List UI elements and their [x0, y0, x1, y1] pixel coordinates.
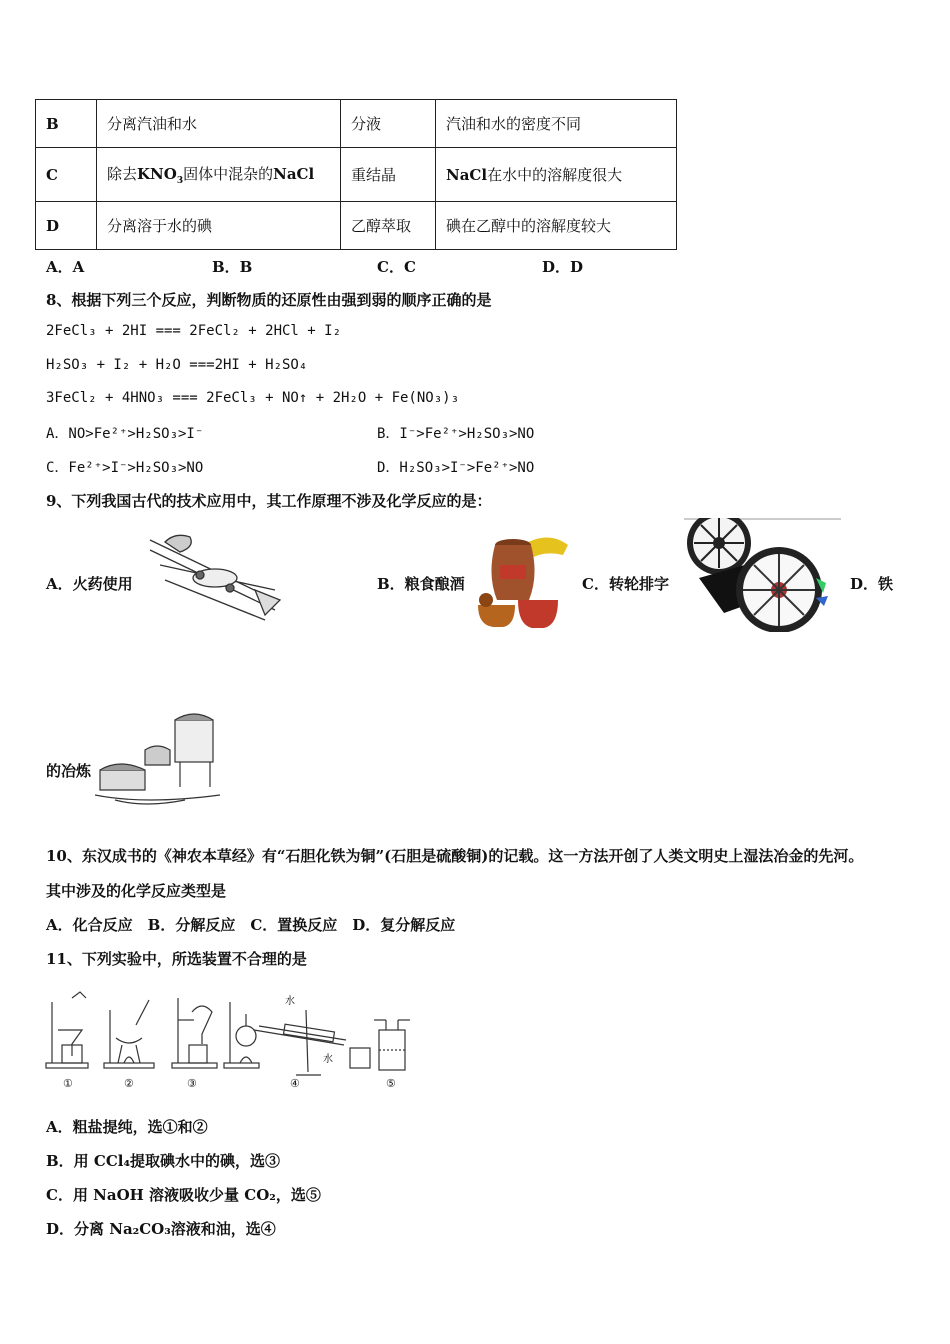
q8-option-a[interactable]: A．NO>Fe²⁺>H₂SO₃>I⁻	[46, 426, 204, 442]
row-purpose: 除去$KNO_3$固体中混杂的NaCl	[97, 148, 341, 202]
q9-option-c[interactable]: C．转轮排字	[582, 575, 669, 593]
q9-option-a[interactable]: A．火药使用	[46, 575, 133, 593]
wine-jars-illustration	[478, 530, 573, 630]
q7-option-b[interactable]: B．B	[212, 258, 253, 276]
row-label: D	[36, 202, 97, 250]
q11-stem: 11、下列实验中，所选装置不合理的是	[46, 950, 307, 968]
apparatus-label-1: ①	[63, 1077, 73, 1090]
q10-stem-line2: 其中涉及的化学反应类型是	[46, 882, 227, 900]
apparatus-label-4: ④	[290, 1077, 300, 1090]
q9-option-b[interactable]: B．粮食酿酒	[377, 575, 465, 593]
row-label: B	[36, 100, 97, 148]
row-purpose: 分离汽油和水	[97, 100, 341, 148]
row-method: 乙醇萃取	[341, 202, 436, 250]
q8-option-d[interactable]: D．H₂SO₃>I⁻>Fe²⁺>NO	[377, 460, 535, 476]
q8-option-c[interactable]: C．Fe²⁺>I⁻>H₂SO₃>NO	[46, 460, 204, 476]
row-reason: NaCl在水中的溶解度很大	[436, 148, 677, 202]
q9-stem: 9、下列我国古代的技术应用中，其工作原理不涉及化学反应的是：	[46, 492, 492, 510]
row-reason: 碘在乙醇中的溶解度较大	[436, 202, 677, 250]
row-reason: 汽油和水的密度不同	[436, 100, 677, 148]
type-wheel-illustration	[684, 518, 841, 632]
q7-option-c[interactable]: C．C	[377, 258, 416, 276]
q10-stem-line1: 10、东汉成书的《神农本草经》有“石胆化铁为铜”(石胆是硫酸铜)的记载。这一方法开创了人类文明史上湿法冶金的先河。	[46, 847, 864, 865]
lab-apparatus-illustration	[44, 990, 414, 1090]
q8-equation-1: 2FeCl₃ + 2HI === 2FeCl₂ + 2HCl + I₂	[46, 323, 342, 339]
apparatus-label-5: ⑤	[386, 1077, 396, 1090]
row-label: C	[36, 148, 97, 202]
row-method: 重结晶	[341, 148, 436, 202]
q11-option-a[interactable]: A．粗盐提纯，选①和②	[46, 1118, 208, 1136]
water-out-label: 水	[323, 1054, 333, 1065]
q11-option-b[interactable]: B．用 CCl₄提取碘水中的碘，选③	[46, 1152, 281, 1170]
options-table	[35, 99, 677, 250]
q8-stem: 8、根据下列三个反应，判断物质的还原性由强到弱的顺序正确的是	[46, 291, 492, 309]
q8-equation-2: H₂SO₃ + I₂ + H₂O ===2HI + H₂SO₄	[46, 357, 308, 373]
q9-option-d-cont: 的冶炼	[46, 762, 92, 780]
iron-smelting-illustration	[95, 710, 225, 810]
q7-option-d[interactable]: D．D	[542, 258, 584, 276]
q8-equation-3: 3FeCl₂ + 4HNO₃ === 2FeCl₃ + NO↑ + 2H₂O + Fe(NO₃)₃	[46, 390, 460, 406]
q8-option-b[interactable]: B．I⁻>Fe²⁺>H₂SO₃>NO	[377, 426, 535, 442]
table-row	[36, 100, 677, 148]
q9-option-d[interactable]: D．铁	[850, 575, 894, 593]
q11-option-c[interactable]: C．用 NaOH 溶液吸收少量 CO₂，选⑤	[46, 1186, 321, 1204]
apparatus-label-3: ③	[187, 1077, 197, 1090]
rocket-arrows-illustration	[145, 530, 285, 625]
q10-options[interactable]: A．化合反应 B．分解反应 C．置换反应 D．复分解反应	[46, 916, 456, 934]
row-method: 分液	[341, 100, 436, 148]
water-in-label: 水	[285, 996, 295, 1007]
table-row	[36, 148, 677, 202]
q7-option-a[interactable]: A．A	[46, 258, 85, 276]
q11-option-d[interactable]: D．分离 Na₂CO₃溶液和油，选④	[46, 1220, 276, 1238]
row-purpose: 分离溶于水的碘	[97, 202, 341, 250]
table-row	[36, 202, 677, 250]
apparatus-label-2: ②	[124, 1077, 134, 1090]
